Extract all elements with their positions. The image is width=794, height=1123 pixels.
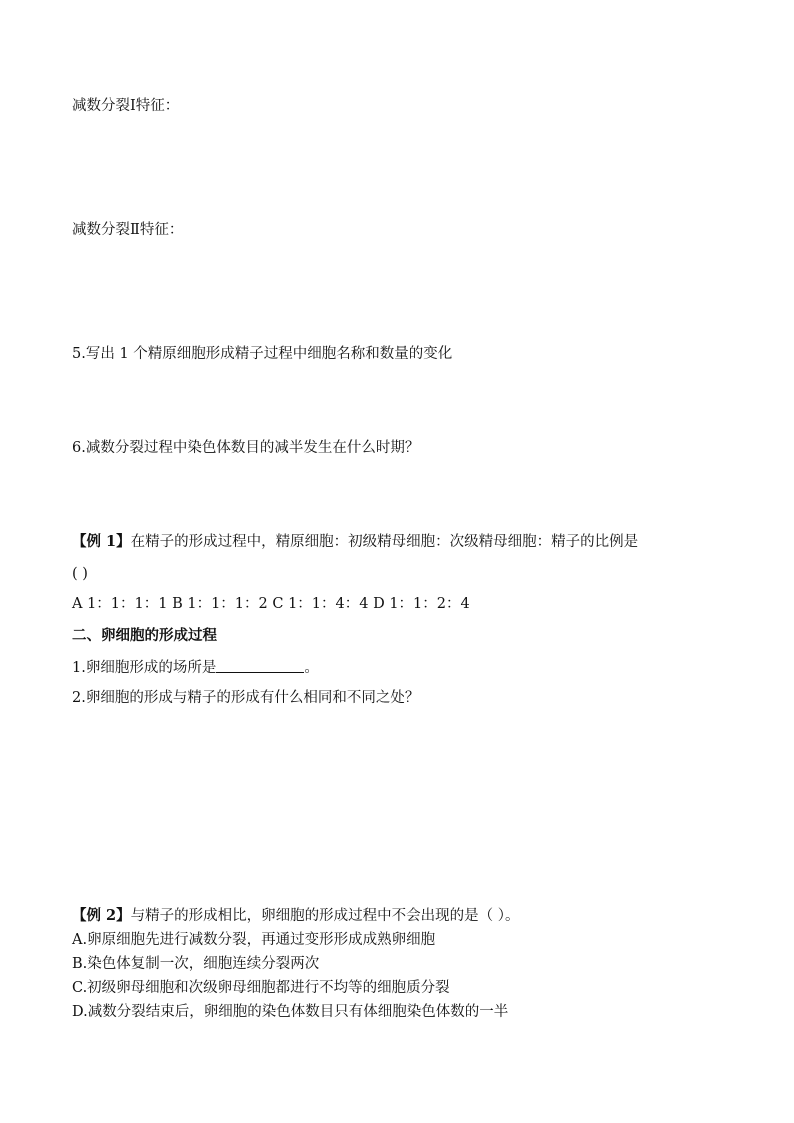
section-2-heading: 二、卵细胞的形成过程 — [72, 627, 217, 644]
example-2-text: 与精子的形成相比，卵细胞的形成过程中不会出现的是（ ）。 — [130, 908, 520, 924]
example-1-tag: 【例 1】 — [72, 533, 131, 550]
example-1-text: 在精子的形成过程中，精原细胞：初级精母细胞：次级精母细胞：精子的比例是 — [130, 534, 639, 550]
example-2-stem — [72, 906, 520, 926]
example-2-option-c: C.初级卵母细胞和次级卵母细胞都进行不均等的细胞质分裂 — [72, 980, 450, 996]
question-1-prefix: 1.卵细胞形成的场所是 — [72, 660, 217, 676]
example-1-paren: ( ) — [72, 566, 88, 582]
question-6: 6.减数分裂过程中染色体数目的减半发生在什么时期？ — [72, 440, 420, 456]
question-5: 5.写出 1 个精原细胞形成精子过程中细胞名称和数量的变化 — [72, 346, 453, 362]
question-1-suffix: 。 — [304, 660, 319, 676]
section-2-question-1 — [72, 658, 319, 678]
example-2-tag: 【例 2】 — [72, 907, 131, 924]
example-1-options: A 1：1：1：1 B 1：1：1：2 C 1：1：4：4 D 1：1：2：4 — [72, 596, 470, 612]
example-2-option-a: A.卵原细胞先进行减数分裂，再通过变形形成成熟卵细胞 — [72, 932, 436, 948]
example-2-option-d: D.减数分裂结束后，卵细胞的染色体数目只有体细胞染色体数的一半 — [72, 1004, 509, 1020]
meiosis-1-label: 减数分裂Ⅰ特征： — [72, 98, 180, 114]
meiosis-2-label: 减数分裂Ⅱ特征： — [72, 222, 184, 238]
example-1-stem — [72, 532, 638, 552]
section-2-question-2: 2.卵细胞的形成与精子的形成有什么相同和不同之处？ — [72, 690, 420, 706]
answer-blank[interactable] — [216, 658, 304, 673]
example-2-option-b: B.染色体复制一次，细胞连续分裂两次 — [72, 956, 320, 972]
